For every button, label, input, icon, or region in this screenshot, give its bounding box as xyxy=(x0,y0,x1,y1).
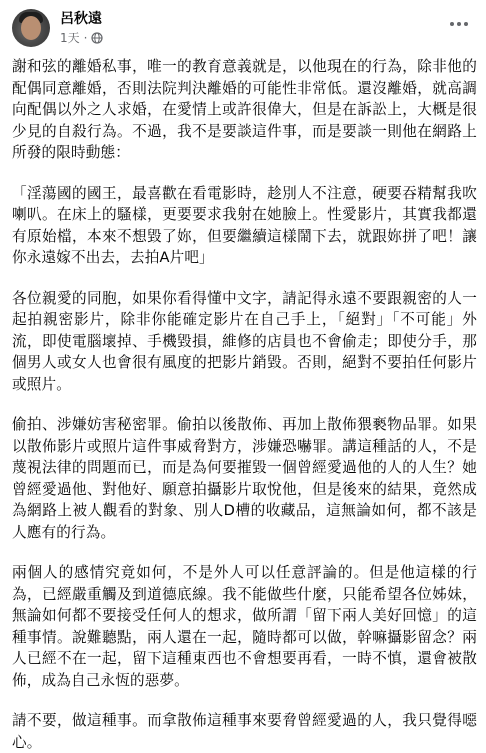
post-paragraph: 各位親愛的同胞，如果你看得懂中文字，請記得永遠不要跟親密的人一起拍親密影片，除非你能確定影片在自己手上，「絕對」「不可能」外流，即使電腦壞掉、手機毀損，維修的店員也不會偷走；即使分手，那個男人或女人也會很有風度的把影片銷毀。否則，絕對不要拍任何影片或照片。 xyxy=(12,289,477,393)
more-dot xyxy=(457,22,461,26)
post-subline xyxy=(60,30,103,46)
author-name[interactable]: 呂秋遠 xyxy=(60,11,102,27)
more-dot xyxy=(450,22,454,26)
post-paragraph: 偷拍、涉嫌妨害秘密罪。偷拍以後散佈、再加上散佈猥褻物品罪。如果以散佈影片或照片這件事威脅對方，涉嫌恐嚇罪。講這種話的人，不是蔑視法律的問題而已，而是為何要摧毀一個曾經愛過他的人的人生？她曾經愛過他、對他好、願意拍攝影片取悅他，但是後來的結果，竟然成為網路上被人觀看的對象、別人D槽的收藏品，這無論如何，都不該是人應有的行為。 xyxy=(12,416,477,541)
post-timestamp[interactable]: 1天 xyxy=(60,31,80,45)
more-options-button[interactable] xyxy=(444,12,474,36)
post-paragraph: 請不要，做這種事。而拿散佈這種事來要脅曾經愛過的人，我只覺得噁心。 xyxy=(12,712,477,751)
post-body xyxy=(12,56,477,753)
post-meta xyxy=(60,10,103,46)
avatar-face xyxy=(21,16,41,40)
separator-dot: · xyxy=(83,31,88,45)
author-avatar[interactable] xyxy=(12,9,50,47)
globe-icon xyxy=(91,32,103,44)
post-paragraph: 兩個人的感情究竟如何，不是外人可以任意評論的。但是他這樣的行為，已經嚴重觸及到道德底線。我不能做些什麼，只能希望各位姊妹，無論如何都不要接受任何人的想求，做所謂「留下兩人美好回憶」的這種事情。說難聽點，兩人還在一起，隨時都可以做，幹嘛攝影留念？兩人已經不在一起，留下這種東西也不會想要再看，一時不慎，還會被散佈，成為自己永恆的惡夢。 xyxy=(12,564,477,689)
post-header xyxy=(12,8,474,48)
more-dot xyxy=(464,22,468,26)
post-paragraph: 謝和弦的離婚私事，唯一的教育意義就是，以他現在的行為，除非他的配偶同意離婚，否則法院判決離婚的可能性非常低。還沒離婚，就高調向配偶以外之人求婚，在愛情上或許很偉大，但是在訴訟上，大概是很少見的自殺行為。不過，我不是要談這件事，而是要談一則他在網路上所發的限時動態： xyxy=(12,58,477,161)
post-paragraph: 「淫蕩國的國王，最喜歡在看電影時，趁別人不注意，硬要吞精幫我吹喇叭。在床上的騷樣，更要要求我射在她臉上。性愛影片，其實我都還有原始檔，本來不想毀了妳，但要繼續這樣鬧下去，就跟妳拼了吧！讓你永遠嫁不出去，去拍A片吧」 xyxy=(12,184,477,266)
